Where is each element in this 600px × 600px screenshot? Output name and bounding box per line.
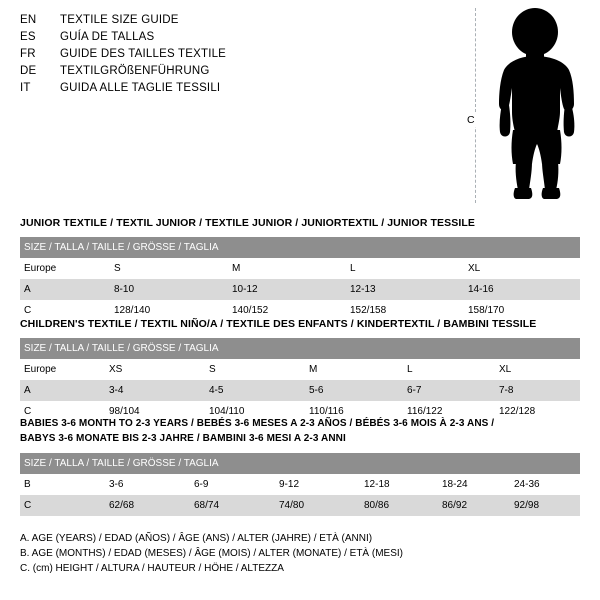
cell: 5-6	[305, 380, 403, 401]
cell: 140/152	[228, 300, 346, 321]
table-row	[20, 380, 580, 401]
table-header-label: SIZE / TALLA / TAILLE / GRÖSSE / TAGLIA	[20, 237, 580, 258]
row-label: A	[20, 380, 105, 401]
language-code: DE	[20, 65, 37, 77]
language-code: EN	[20, 14, 37, 26]
cell: 12-18	[360, 474, 438, 495]
cell: XL	[464, 258, 580, 279]
cell: 18-24	[438, 474, 510, 495]
cell: 80/86	[360, 495, 438, 516]
cell: 24-36	[510, 474, 580, 495]
cell: 10-12	[228, 279, 346, 300]
table-junior	[20, 237, 580, 321]
cell: M	[305, 359, 403, 380]
cell: 104/110	[205, 401, 305, 422]
table-row	[20, 495, 580, 516]
height-guide-line	[475, 8, 476, 203]
cell: 12-13	[346, 279, 464, 300]
language-code: ES	[20, 31, 36, 43]
language-title: GUIDE DES TAILLES TEXTILE	[60, 48, 227, 60]
cell: 6-7	[403, 380, 495, 401]
section-title-babies-line2: BABYS 3-6 MONATE BIS 2-3 JAHRE / BAMBINI 3-6 MESI A 2-3 ANNI	[20, 433, 346, 444]
table-babies	[20, 453, 580, 516]
row-label: A	[20, 279, 110, 300]
language-title: TEXTILGRÖßENFÜHRUNG	[60, 65, 210, 77]
section-title-babies-line1: BABIES 3-6 MONTH TO 2-3 YEARS / BEBÉS 3-6 MESES A 2-3 AÑOS / BÉBÉS 3-6 MOIS À 2-3 ANS /	[20, 418, 495, 429]
cell: 98/104	[105, 401, 205, 422]
language-row	[20, 82, 450, 99]
cell: 158/170	[464, 300, 580, 321]
table-header-row	[20, 237, 580, 258]
language-title: TEXTILE SIZE GUIDE	[60, 14, 179, 26]
cell: 4-5	[205, 380, 305, 401]
cell: 122/128	[495, 401, 580, 422]
table-header-label: SIZE / TALLA / TAILLE / GRÖSSE / TAGLIA	[20, 338, 580, 359]
cell: 110/116	[305, 401, 403, 422]
cell: L	[403, 359, 495, 380]
cell: 74/80	[275, 495, 360, 516]
toddler-silhouette-icon	[482, 8, 592, 203]
cell: 6-9	[190, 474, 275, 495]
footnote-b: B. AGE (MONTHS) / EDAD (MESES) / ÂGE (MOIS) / ALTER (MONATE) / ETÀ (MESI)	[20, 548, 403, 559]
table-header-row	[20, 453, 580, 474]
language-title: GUÍA DE TALLAS	[60, 31, 155, 43]
cell: 92/98	[510, 495, 580, 516]
table-header-label: SIZE / TALLA / TAILLE / GRÖSSE / TAGLIA	[20, 453, 580, 474]
cell: 9-12	[275, 474, 360, 495]
row-label: Europe	[20, 359, 105, 380]
cell: M	[228, 258, 346, 279]
language-row	[20, 48, 450, 65]
measurement-figure	[452, 8, 592, 203]
table-row	[20, 258, 580, 279]
cell: S	[110, 258, 228, 279]
cell: 68/74	[190, 495, 275, 516]
cell: 62/68	[105, 495, 190, 516]
section-title-children: CHILDREN'S TEXTILE / TEXTIL NIÑO/A / TEXTILE DES ENFANTS / KINDERTEXTIL / BAMBINI TESSILE	[20, 318, 537, 330]
row-label: C	[20, 495, 105, 516]
language-row	[20, 14, 450, 31]
row-label: Europe	[20, 258, 110, 279]
cell: 128/140	[110, 300, 228, 321]
language-row	[20, 31, 450, 48]
table-row	[20, 279, 580, 300]
table-children	[20, 338, 580, 422]
cell: S	[205, 359, 305, 380]
footnote-c: C. (cm) HEIGHT / ALTURA / HAUTEUR / HÖHE / ALTEZZA	[20, 563, 284, 574]
footnote-a: A. AGE (YEARS) / EDAD (AÑOS) / ÂGE (ANS) / ALTER (JAHRE) / ETÀ (ANNI)	[20, 533, 373, 544]
row-label: B	[20, 474, 105, 495]
table-header-row	[20, 338, 580, 359]
cell: 3-6	[105, 474, 190, 495]
cell: 8-10	[110, 279, 228, 300]
cell: L	[346, 258, 464, 279]
language-code: IT	[20, 82, 31, 94]
table-row	[20, 359, 580, 380]
section-title-junior: JUNIOR TEXTILE / TEXTIL JUNIOR / TEXTILE JUNIOR / JUNIORTEXTIL / JUNIOR TESSILE	[20, 217, 475, 229]
cell: XL	[495, 359, 580, 380]
row-label: C	[20, 300, 110, 321]
cell: 3-4	[105, 380, 205, 401]
cell: 152/158	[346, 300, 464, 321]
language-title: GUIDA ALLE TAGLIE TESSILI	[60, 82, 221, 94]
cell: 14-16	[464, 279, 580, 300]
cell: XS	[105, 359, 205, 380]
language-title-list	[20, 14, 450, 99]
cell: 116/122	[403, 401, 495, 422]
cell: 7-8	[495, 380, 580, 401]
row-label: C	[20, 401, 105, 422]
table-row	[20, 474, 580, 495]
footnotes	[20, 531, 403, 576]
language-code: FR	[20, 48, 36, 60]
cell: 86/92	[438, 495, 510, 516]
language-row	[20, 65, 450, 82]
height-measure-label: C	[467, 114, 475, 126]
